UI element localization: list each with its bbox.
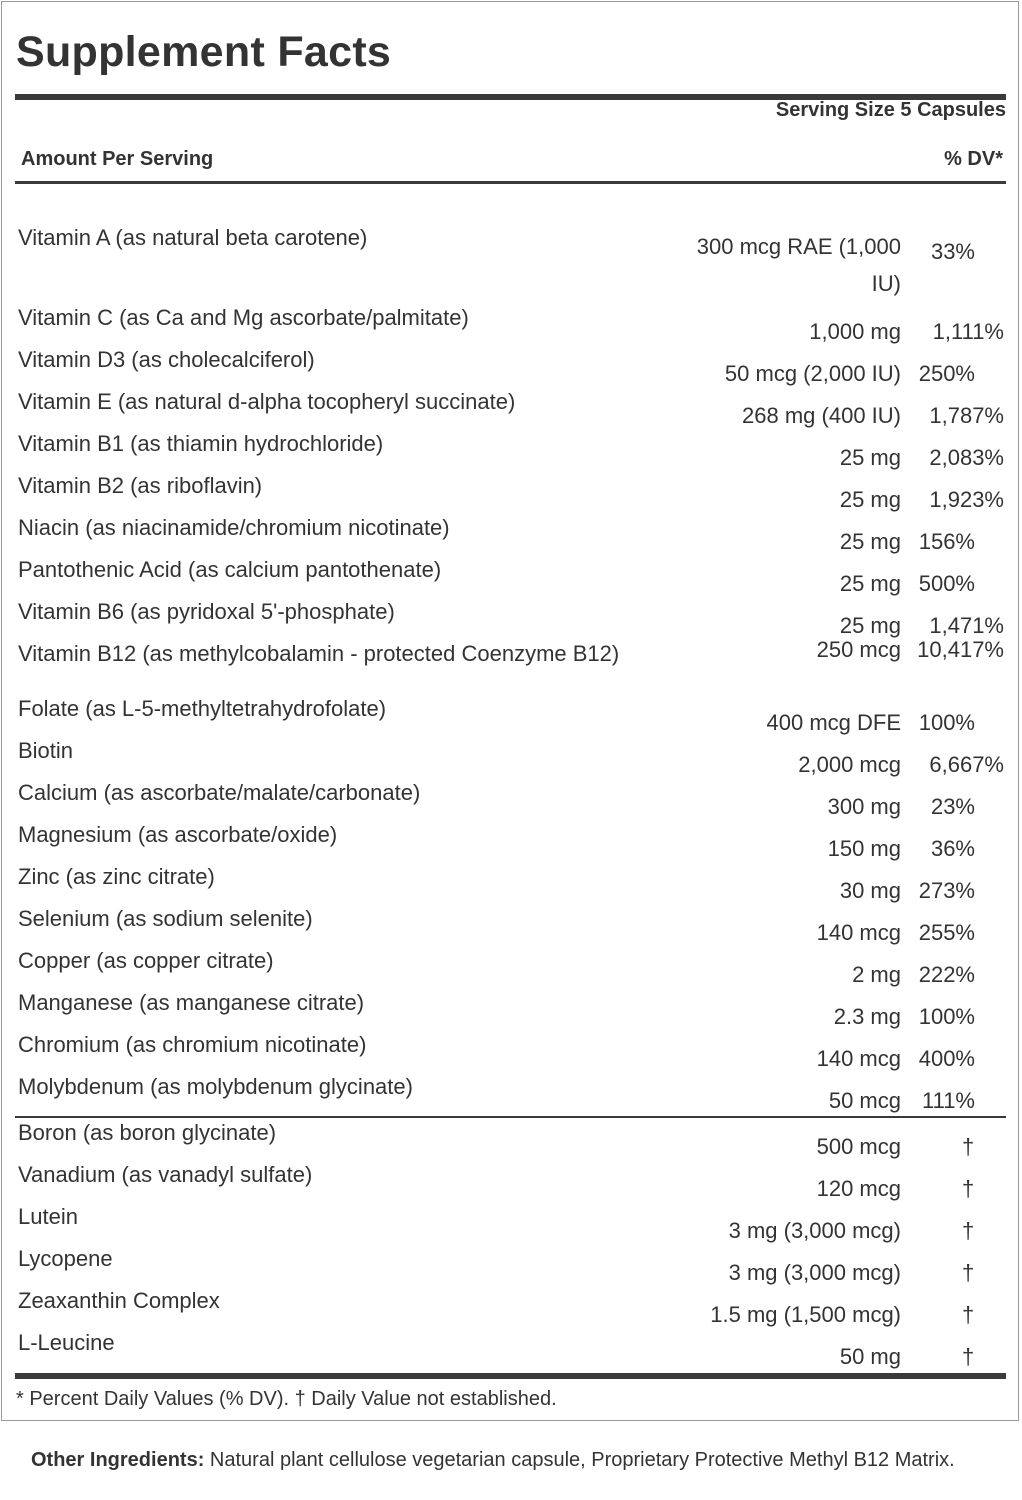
nutrient-amount: 140 mcg [816,1046,901,1071]
dagger-mark: † [962,1134,975,1159]
footnote: * Percent Daily Values (% DV). † Daily Value not established. [16,1388,557,1410]
nutrient-dv: 156% [918,529,975,554]
nutrient-amount: 500 mcg [816,1134,901,1159]
nutrient-amount: 2.3 mg [833,1004,901,1029]
nutrient-name: Vitamin E (as natural d-alpha tocopheryl succinate) [18,389,516,414]
bottom-thick-divider [15,1373,1006,1379]
nutrient-amount: 1.5 mg (1,500 mcg) [710,1302,901,1327]
dagger-mark: † [962,1302,975,1327]
nutrient-dv: 500% [918,571,975,596]
nutrient-name: Vitamin C (as Ca and Mg ascorbate/palmitate) [18,305,469,330]
nutrient-amount: 25 mg [839,529,901,554]
nutrient-name: Niacin (as niacinamide/chromium nicotinate) [18,515,450,540]
nutrient-amount: 50 mcg (2,000 IU) [724,361,901,386]
nutrient-name: Vitamin B6 (as pyridoxal 5'-phosphate) [18,599,395,624]
nutrient-amount: 400 mcg DFE [766,710,901,735]
other-ingredients-label: Other Ingredients: [31,1449,205,1471]
nutrient-amount: 300 mg [827,794,901,819]
nutrient-dv: 400% [918,1046,975,1071]
nutrient-amount: 268 mg (400 IU) [742,403,901,428]
nutrient-dv: 111% [921,1088,975,1113]
dagger-mark: † [962,1176,975,1201]
nutrient-name: Selenium (as sodium selenite) [18,906,313,931]
dagger-mark: † [962,1218,975,1243]
nutrient-name: Vanadium (as vanadyl sulfate) [18,1162,313,1187]
nutrient-amount: 3 mg (3,000 mcg) [728,1218,901,1243]
page-title: Supplement Facts [16,28,392,76]
nutrient-amount: 2 mg [852,962,901,987]
nutrient-name: Chromium (as chromium nicotinate) [18,1032,367,1057]
nutrient-name: Lycopene [18,1246,113,1271]
nutrient-name: Vitamin A (as natural beta carotene) [18,225,368,250]
nutrient-amount: 250 mcg [816,637,901,662]
nutrient-amount: 25 mg [839,487,901,512]
header-divider [15,181,1006,184]
nutrient-amount: 300 mcg RAE (1,000 IU) [696,234,901,296]
section-divider [15,1116,1006,1118]
nutrient-amount: 25 mg [839,613,901,638]
dagger-mark: † [962,1260,975,1285]
nutrient-name: Manganese (as manganese citrate) [18,990,365,1015]
nutrient-name: Pantothenic Acid (as calcium pantothenate) [18,557,442,582]
nutrient-name: Lutein [18,1204,78,1229]
nutrient-name: L-Leucine [18,1330,115,1355]
nutrient-amount: 1,000 mg [809,319,901,344]
nutrient-dv: 100% [918,1004,975,1029]
other-ingredients-text: Natural plant cellulose vegetarian capsule, Proprietary Protective Methyl B12 Matrix. [204,1449,955,1471]
nutrient-dv: 1,111% [932,319,1004,344]
nutrient-name: Calcium (as ascorbate/malate/carbonate) [18,780,421,805]
nutrient-dv: 10,417% [917,637,1004,662]
dagger-mark: † [962,1344,975,1369]
nutrient-dv: 222% [918,962,975,987]
nutrient-name: Molybdenum (as molybdenum glycinate) [18,1074,413,1099]
nutrient-name: Zeaxanthin Complex [18,1288,220,1313]
nutrient-dv: 1,471% [929,613,1004,638]
nutrient-amount: 140 mcg [816,920,901,945]
amount-per-serving-header: Amount Per Serving [21,148,214,170]
nutrient-amount: 120 mcg [816,1176,901,1201]
nutrient-amount: 25 mg [839,445,901,470]
dv-header: % DV* [944,148,1003,170]
nutrient-name: Magnesium (as ascorbate/oxide) [18,822,338,847]
serving-size: Serving Size 5 Capsules [775,99,1006,121]
other-ingredients [31,1444,1001,1477]
nutrient-dv: 6,667% [929,752,1004,777]
nutrient-dv: 23% [930,794,975,819]
nutrient-dv: 1,923% [929,487,1004,512]
nutrient-name: Boron (as boron glycinate) [18,1120,277,1145]
nutrient-name: Zinc (as zinc citrate) [18,864,215,889]
nutrient-amount: 150 mg [827,836,901,861]
nutrient-dv: 255% [918,920,975,945]
nutrient-name: Vitamin B2 (as riboflavin) [18,473,263,498]
nutrient-name: Vitamin B12 (as methylcobalamin - protected Coenzyme B12) [18,641,620,666]
nutrient-dv: 36% [930,836,975,861]
nutrient-dv: 1,787% [929,403,1004,428]
nutrient-name: Copper (as copper citrate) [18,948,274,973]
nutrient-amount: 2,000 mcg [798,752,901,777]
nutrient-name: Vitamin D3 (as cholecalciferol) [18,347,315,372]
nutrient-dv: 100% [918,710,975,735]
nutrient-amount: 50 mcg [828,1088,901,1113]
nutrient-amount: 25 mg [839,571,901,596]
nutrient-dv: 250% [918,361,975,386]
nutrient-name: Vitamin B1 (as thiamin hydrochloride) [18,431,384,456]
nutrient-amount: 50 mg [839,1344,901,1369]
nutrient-dv: 2,083% [929,445,1004,470]
nutrient-amount: 30 mg [839,878,901,903]
nutrient-dv: 273% [918,878,975,903]
nutrient-dv: 33% [930,239,975,264]
nutrient-name: Folate (as L-5-methyltetrahydrofolate) [18,696,387,721]
nutrient-name: Biotin [18,738,74,763]
nutrient-amount: 3 mg (3,000 mcg) [728,1260,901,1285]
